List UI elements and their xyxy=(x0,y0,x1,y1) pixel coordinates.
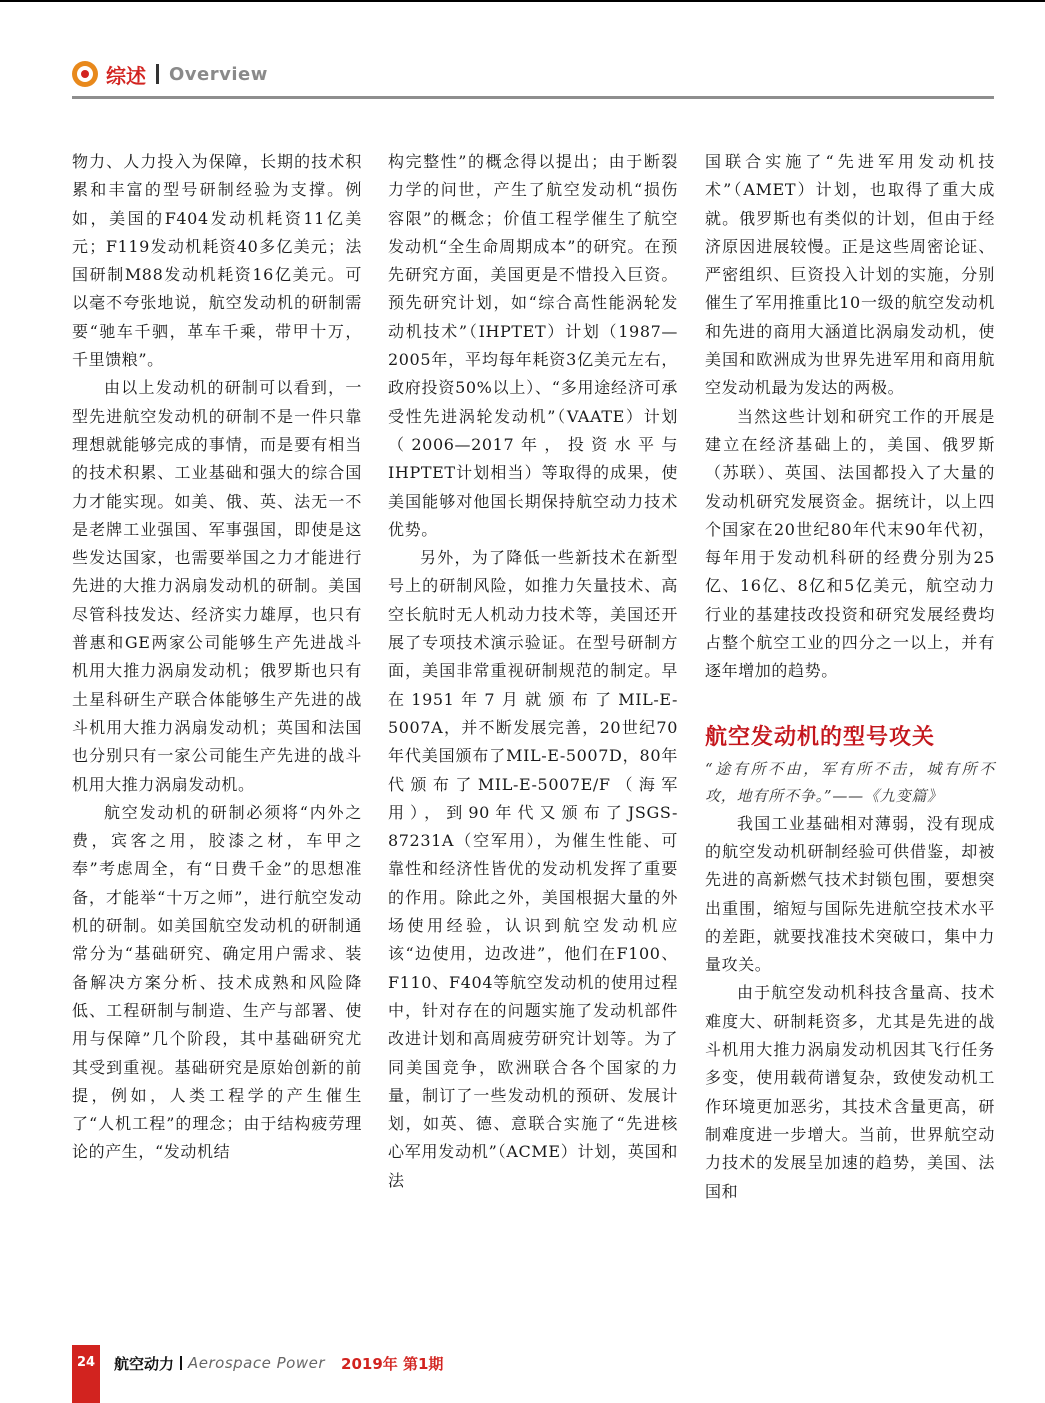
epigraph-quote: “途有所不由，军有所不击，城有所不攻，地有所不争。”——《九变篇》 xyxy=(705,759,995,805)
column-2 xyxy=(388,148,678,1195)
header-rule xyxy=(72,96,994,99)
paragraph: 构完整性”的概念得以提出；由于断裂力学的问世，产生了航空发动机“损伤容限”的概念；价值工程学催生了航空发动机“全生命周期成本”的研究。在预先研究方面，美国更是不惜投入巨资。预先研究计划，如“综合高性能涡轮发动机技术”（IHPTET）计划（1987—2005年，平均每年耗资3亿美元左右，政府投资50%以上）、“多用途经济可承受性先进涡轮发动机”（VAATE）计划（2006—2017年，投资水平与IHPTET计划相当）等取得的成果，使美国能够对他国长期保持航空动力技术优势。 xyxy=(388,152,678,539)
footer-divider xyxy=(180,1356,182,1370)
journal-logo-icon xyxy=(72,61,98,87)
page-footer xyxy=(72,1345,443,1403)
paragraph: 当然这些计划和研究工作的开展是建立在经济基础上的，美国、俄罗斯（苏联）、英国、法国都投入了大量的发动机研究发展资金。据统计，以上四个国家在20世纪80年代末90年代初，每年用于发动机科研的经费分别为25亿、16亿、8亿和5亿美元，航空动力行业的基建技改投资和研究发展经费均占整个航空工业的四分之一以上，并有逐年增加的趋势。 xyxy=(705,406,995,681)
section-header xyxy=(72,58,268,90)
section-heading: 航空发动机的型号攻关 xyxy=(705,724,936,750)
paragraph: 由以上发动机的研制可以看到，一型先进航空发动机的研制不是一件只靠理想就能够完成的事情，而是要有相当的技术积累、工业基础和强大的综合国力才能实现。如美、俄、英、法无一不是老牌工业强国、军事强国，即使是这些发达国家，也需要举国之力才能进行先进的大推力涡扇发动机的研制。美国尽管科技发达、经济实力雄厚，也只有普惠和GE两家公司能够生产先进战斗机用大推力涡扇发动机；俄罗斯也只有土星科研生产联合体能够生产先进的战斗机用大推力涡扇发动机；英国和法国也分别只有一家公司能生产先进的战斗机用大推力涡扇发动机。 xyxy=(72,378,362,794)
paragraph: 航空发动机的研制必须将“内外之费，宾客之用，胶漆之材，车甲之奉”考虑周全，有“日费千金”的思想准备，才能举“十万之师”，进行航空发动机的研制。如美国航空发动机的研制通常分为“基础研究、确定用户需求、装备解决方案分析、技术成熟和风险降低、工程研制与制造、生产与部署、使用与保障”几个阶段，其中基础研究尤其受到重视。基础研究是原始创新的前提，例如，人类工程学的产生催生了“人机工程”的理念；由于结构疲劳理论的产生，“发动机结 xyxy=(72,802,362,1162)
magazine-info xyxy=(114,1353,443,1374)
section-divider xyxy=(156,64,159,84)
page-number: 24 xyxy=(72,1345,100,1403)
paragraph: 我国工业基础相对薄弱，没有现成的航空发动机研制经验可供借鉴，却被先进的高新燃气技术封锁包围，要想突出重围，缩短与国际先进航空技术水平的差距，就要找准技术突破口，集中力量攻关。 xyxy=(705,813,995,975)
paragraph: 物力、人力投入为保障，长期的技术积累和丰富的型号研制经验为支撑。例如，美国的F404发动机耗资11亿美元；F119发动机耗资40多亿美元；法国研制M88发动机耗资16亿美元。可以毫不夸张地说，航空发动机的研制需要“驰车千驷，革车千乘，带甲十万，千里馈粮”。 xyxy=(72,152,362,370)
column-3 xyxy=(705,148,995,1206)
magazine-name-cn: 航空动力 xyxy=(114,1354,175,1373)
paragraph: 国联合实施了“先进军用发动机技术”（AMET）计划，也取得了重大成就。俄罗斯也有类似的计划，但由于经济原因进展较慢。正是这些周密论证、严密组织、巨资投入计划的实施，分别催生了军用推重比10一级的航空发动机和先进的商用大涵道比涡扇发动机，使美国和欧洲成为世界先进军用和商用航空发动机最为发达的两极。 xyxy=(705,152,995,398)
section-title-cn: 综述 xyxy=(106,63,146,88)
column-1 xyxy=(72,148,362,1167)
magazine-name-en: Aerospace Power xyxy=(188,1354,326,1372)
paragraph: 另外，为了降低一些新技术在新型号上的研制风险，如推力矢量技术、高空长航时无人机动力技术等，美国还开展了专项技术演示验证。在型号研制方面，美国非常重视研制规范的制定。早在1951年7月就颁布了MIL-E-5007A，并不断发展完善，20世纪70年代美国颁布了MIL-E-5007D，80年代颁布了MIL-E-5007E/F（海军用），到90年代又颁布了JSGS-87231A（空军用），为催生性能、可靠性和经济性皆优的发动机发挥了重要的作用。除此之外，美国根据大量的外场使用经验，认识到航空发动机应该“边使用，边改进”，他们在F100、F110、F404等航空发动机的使用过程中，针对存在的问题实施了发动机部件改进计划和高周疲劳研究计划等。为了同美国竞争，欧洲联合各个国家的力量，制订了一些发动机的预研、发展计划，如英、德、意联合实施了“先进核心军用发动机”（ACME）计划，英国和法 xyxy=(388,548,678,1190)
section-title-en: Overview xyxy=(169,63,268,85)
issue-label: 2019年 第1期 xyxy=(341,1354,444,1373)
paragraph: 由于航空发动机科技含量高、技术难度大、研制耗资多，尤其是先进的战斗机用大推力涡扇发动机因其飞行任务多变，使用载荷谱复杂，致使发动机工作环境更加恶劣，其技术含量更高，研制难度进一步增大。当前，世界航空动力技术的发展呈加速的趋势，美国、法国和 xyxy=(705,983,995,1201)
top-rule xyxy=(0,0,1045,2)
